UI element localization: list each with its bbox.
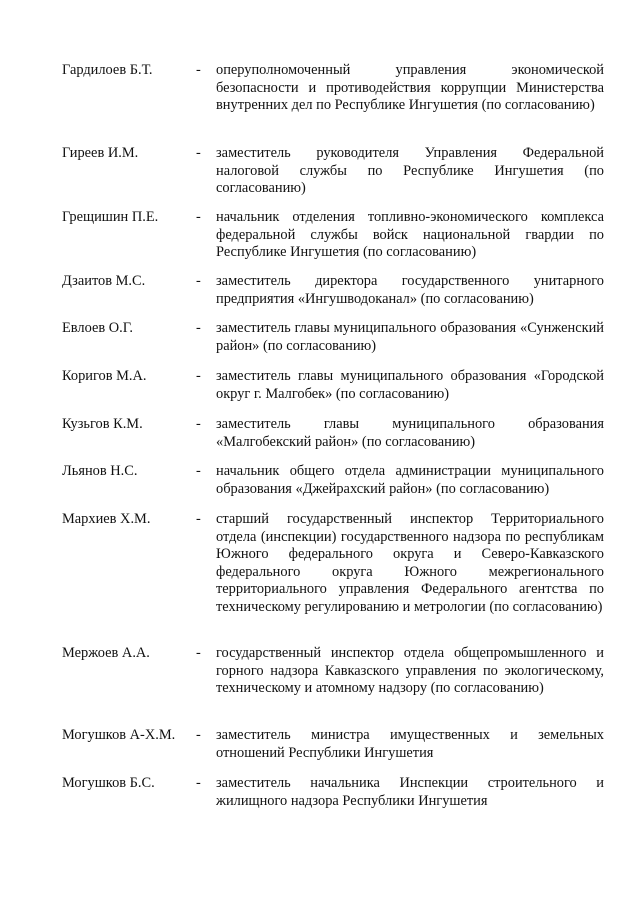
person-position: заместитель начальника Инспекции строительного и жилищного надзора Республики Ингушетия xyxy=(216,775,604,809)
separator-dash: - xyxy=(196,727,201,743)
person-name: Евлоев О.Г. xyxy=(62,320,134,336)
person-name: Кузьгов К.М. xyxy=(62,416,143,432)
separator-dash: - xyxy=(196,645,201,661)
person-name: Льянов Н.С. xyxy=(62,463,138,479)
person-name: Гардилоев Б.Т. xyxy=(62,62,153,78)
person-position: заместитель главы муниципального образования «Малгобекский район» (по согласованию) xyxy=(216,416,604,450)
person-position: начальник отделения топливно-экономического комплекса федеральной службы войск национальной гвардии по Республике Ингушетия (по согласованию) xyxy=(216,209,604,261)
person-name: Мархиев Х.М. xyxy=(62,511,151,527)
person-name: Гиреев И.М. xyxy=(62,145,139,161)
person-name: Мержоев А.А. xyxy=(62,645,150,661)
person-position: заместитель главы муниципального образования «Сунженский район» (по согласованию) xyxy=(216,320,604,354)
separator-dash: - xyxy=(196,320,201,336)
person-position: старший государственный инспектор Территориального отдела (инспекции) государственного надзора по республикам Южного федерального округа и Северо-Кавказского федерального округа Южного межрегионального территориального управления Федерального агентства по техническому регулированию и метрологии (по согласованию) xyxy=(216,511,604,615)
person-name: Могушков А-Х.М. xyxy=(62,727,176,743)
person-position: заместитель руководителя Управления Федеральной налоговой службы по Республике Ингушетия (по согласованию) xyxy=(216,145,604,197)
separator-dash: - xyxy=(196,416,201,432)
person-name: Коригов М.А. xyxy=(62,368,147,384)
separator-dash: - xyxy=(196,463,201,479)
separator-dash: - xyxy=(196,62,201,78)
separator-dash: - xyxy=(196,209,201,225)
person-position: начальник общего отдела администрации муниципального образования «Джейрахский район» (по согласованию) xyxy=(216,463,604,497)
person-position: заместитель главы муниципального образования «Городской округ г. Малгобек» (по согласованию) xyxy=(216,368,604,402)
person-position: заместитель директора государственного унитарного предприятия «Ингушводоканал» (по согласованию) xyxy=(216,273,604,307)
separator-dash: - xyxy=(196,775,201,791)
separator-dash: - xyxy=(196,145,201,161)
separator-dash: - xyxy=(196,511,201,527)
separator-dash: - xyxy=(196,273,201,289)
person-name: Грещишин П.Е. xyxy=(62,209,159,225)
person-name: Дзаитов М.С. xyxy=(62,273,146,289)
separator-dash: - xyxy=(196,368,201,384)
person-position: государственный инспектор отдела общепромышленного и горного надзора Кавказского управления по экологическому, техническому и атомному надзору (по согласованию) xyxy=(216,645,604,697)
person-name: Могушков Б.С. xyxy=(62,775,155,791)
person-position: заместитель министра имущественных и земельных отношений Республики Ингушетия xyxy=(216,727,604,761)
person-position: оперуполномоченный управления экономической безопасности и противодействия коррупции Министерства внутренних дел по Республике Ингушетия (по согласованию) xyxy=(216,62,604,114)
